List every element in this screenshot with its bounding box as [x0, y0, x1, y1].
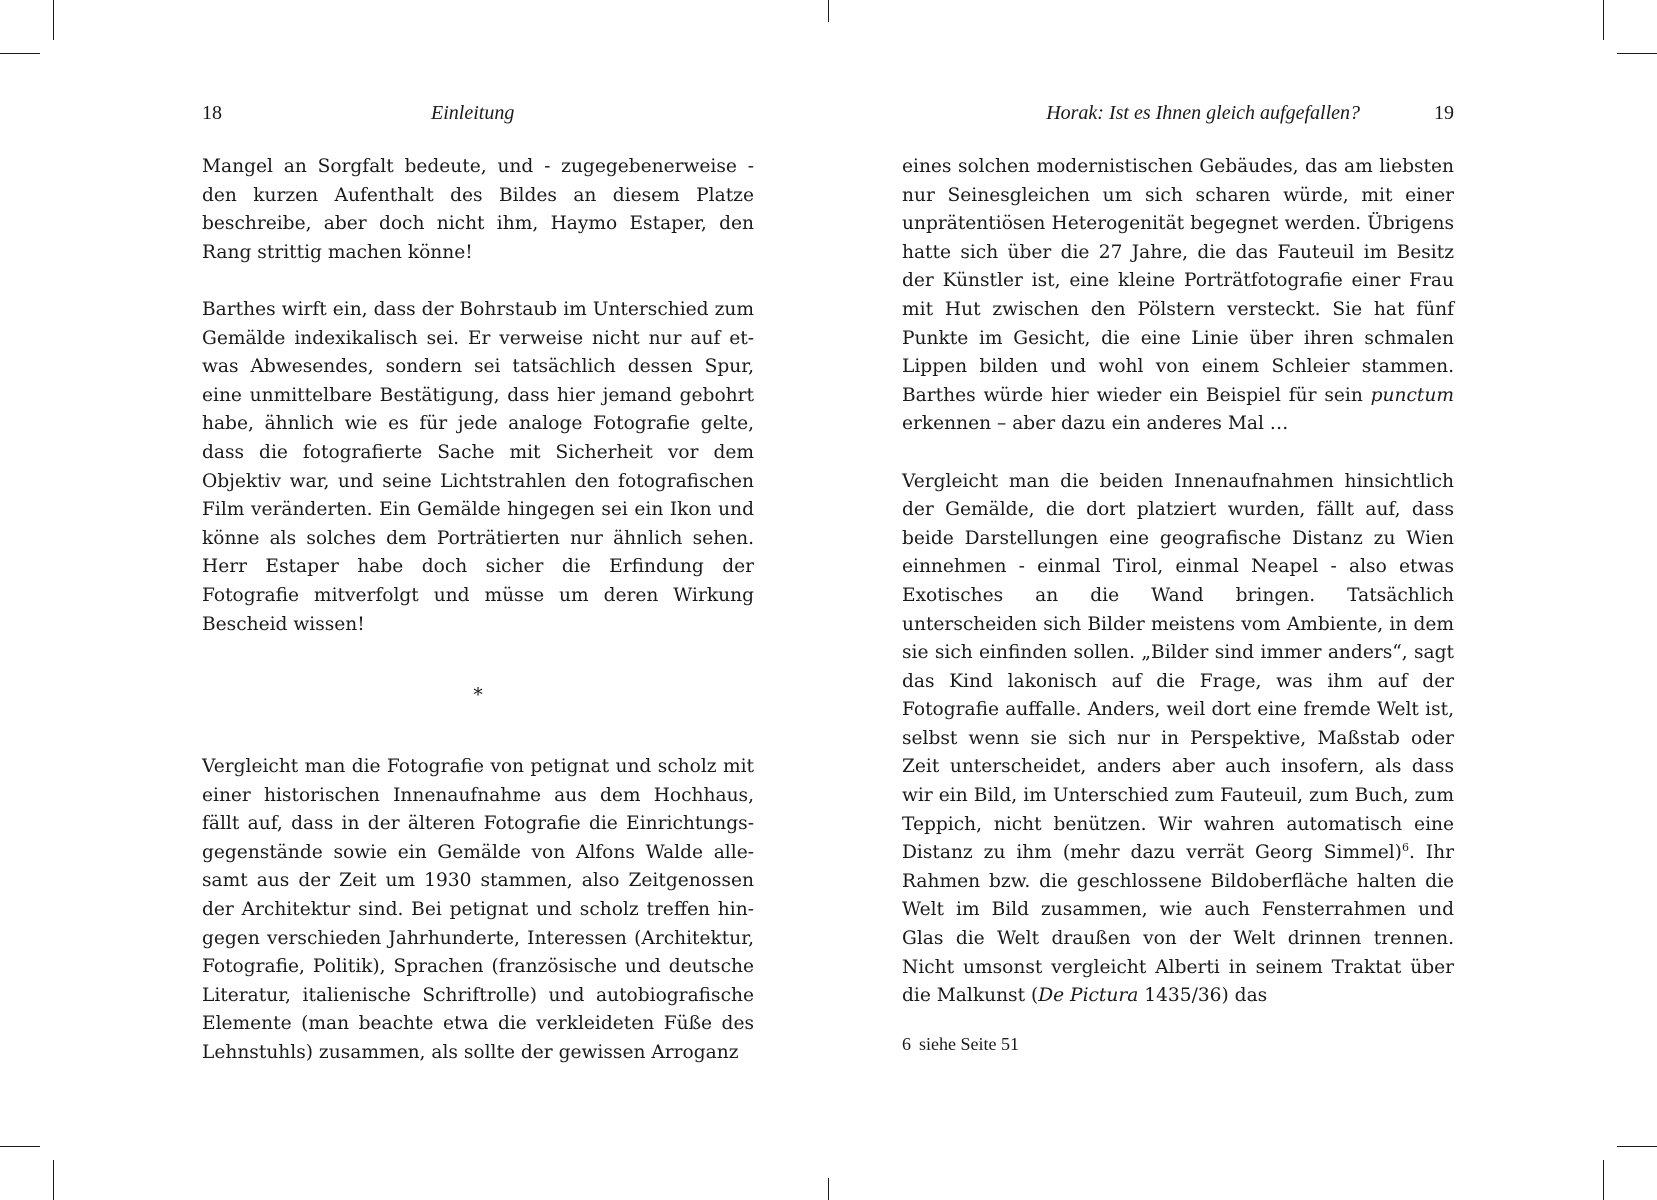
- left-page-header: [202, 102, 754, 128]
- right-page-body: [902, 153, 1454, 1011]
- crop-mark-top-right: [1603, 0, 1604, 40]
- crop-mark-top-left-h: [0, 53, 40, 54]
- crop-mark-bottom-right: [1603, 1160, 1604, 1200]
- crop-mark-bottom-left: [53, 1160, 54, 1200]
- crop-mark-top-right-h: [1617, 53, 1657, 54]
- page-number: 19: [1434, 102, 1454, 124]
- section-separator: *: [473, 685, 483, 707]
- footnote-number: 6: [902, 1034, 911, 1054]
- footnote: [902, 1034, 1019, 1055]
- running-head: Horak: Ist es Ihnen gleich aufgefallen?: [1046, 102, 1360, 124]
- paragraph: Barthes wirft ein, dass der Bohrstaub im Unterschied zum Gemälde indexikalisch sei. Er verweise nicht nur auf etwas Abwesendes, sondern sei tatsächlich dessen Spur, eine unmittelbare Bestätigung, dass hier jemand gebohrt habe, ähnlich wie es für jede analoge Fotografie gelte, dass die fotografierte Sache mit Sicherheit vor dem Objektiv war, und seine Lichtstrahlen den fotografischen Film veränderten. Ein Gemälde hingegen sei ein Ikon und könne als solches dem Porträtierten nur ähnlich sehen. Herr Estaper habe doch sicher die Erfindung der Fotografie mitverfolgt und müsse um deren Wirkung Bescheid wissen!: [202, 298, 754, 635]
- paragraph: Mangel an Sorgfalt bedeute, und - zugegebenerweise - den kurzen Aufenthalt des Bildes an diesem Platze beschreibe, aber doch nicht ihm, Haymo Estaper, den Rang strittig machen könne!: [202, 156, 754, 263]
- right-page-header: [902, 102, 1454, 128]
- emphasis: De Pictura: [1038, 985, 1139, 1007]
- footnote-text: siehe Seite 51: [919, 1034, 1019, 1054]
- left-page-body: [202, 153, 754, 1068]
- footnote-reference[interactable]: 6: [1401, 841, 1409, 855]
- paragraph: Vergleicht man die beiden Innenaufnahmen hinsichtlich der Gemälde, die dort platziert wurden, fällt auf, dass beide Darstellungen eine geografische Distanz zu Wien einnehmen - einmal Tirol, einmal Neapel - also etwas Exotisches an die Wand bringen. Tatsächlich unterscheiden sich Bilder meistens vom Ambiente, in dem sie sich einfinden sollen. „Bilder sind immer anders“, sagt das Kind lakonisch auf die Frage, was ihm auf der Fotografie auffalle. Anders, weil dort eine fremde Welt ist, selbst wenn sie sich nur in Perspektive, Maßstab oder Zeit unterscheidet, anders aber auch insofern, als dass wir ein Bild, im Unterschied zum Fauteuil, zum Buch, zum Teppich, nicht benützen. Wir wahren automatisch eine Distanz zu ihm (mehr dazu verrät Georg Simmel)$^6$. Ihr Rahmen bzw. die geschlossene Bildoberfläche halten die Welt im Bild zusammen, wie auch Fensterrahmen und Glas die Welt draußen von der Welt drinnen trennen. Nicht umsonst vergleicht Alberti in seinem Traktat über die Malkunst (De Pictura 1435/36) das: [902, 470, 1454, 1007]
- page-number: 18: [202, 102, 222, 124]
- paragraph: eines solchen modernistischen Gebäudes, das am liebsten nur Seinesgleichen um sich scharen würde, mit einer unprätentiösen Heterogenität begegnet werden. Übrigens hatte sich über die 27 Jahre, die das Fauteuil im Besitz der Künstler ist, eine kleine Porträtfotografie einer Frau mit Hut zwischen den Pölstern versteckt. Sie hat fünf Punkte im Gesicht, die eine Linie über ihren schmalen Lippen bilden und wohl von einem Schleier stammen. Barthes würde hier wieder ein Beispiel für sein punctum erkennen – aber dazu ein anderes Mal …: [902, 156, 1454, 435]
- crop-mark-top-center: [828, 0, 829, 22]
- crop-mark-top-left: [53, 0, 54, 40]
- emphasis: punctum: [1370, 384, 1454, 406]
- crop-mark-bottom-right-h: [1617, 1146, 1657, 1147]
- crop-mark-bottom-center: [828, 1178, 829, 1200]
- right-page: [902, 0, 1454, 1200]
- running-head: Einleitung: [431, 102, 515, 124]
- crop-mark-bottom-left-h: [0, 1146, 40, 1147]
- left-page: [202, 0, 754, 1200]
- paragraph: Vergleicht man die Fotografie von petignat und scholz mit einer historischen Innenaufnahme aus dem Hochhaus, fällt auf, dass in der älteren Fotografie die Einrichtungsgegenstände sowie ein Gemälde von Alfons Walde allesamt aus der Zeit um 1930 stammen, also Zeitgenossen der Architektur sind. Bei petignat und scholz treffen hingegen verschieden Jahrhunderte, Interessen (Architektur, Fotografie, Politik), Sprachen (französische und deutsche Literatur, italienische Schriftrolle) und autobiografische Elemente (man beachte etwa die verkleideten Füße des Lehnstuhls) zusammen, als sollte der gewissen Arroganz: [202, 756, 754, 1064]
